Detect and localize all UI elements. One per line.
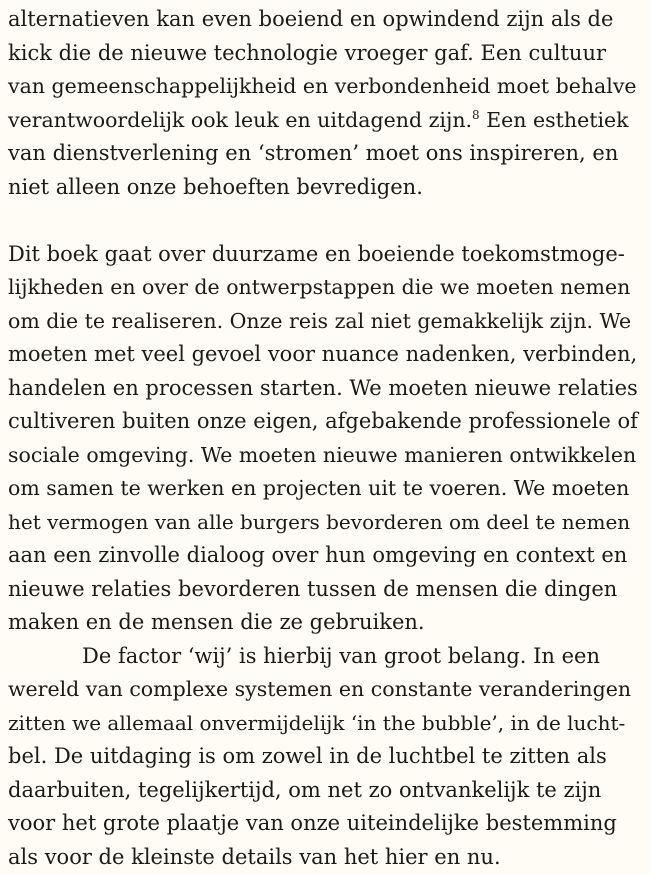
text-line: moeten met veel gevoel voor nuance nadenken, verbinden, xyxy=(8,338,640,372)
text-line: kick die de nieuwe technologie vroeger gaf. Een cultuur xyxy=(8,37,640,71)
text-segment: Een esthetiek xyxy=(480,108,629,132)
text-line: van dienstverlening en ‘stromen’ moet ons inspireren, en xyxy=(8,137,640,171)
text-line-with-footnote xyxy=(8,104,640,138)
text-line: De factor ‘wij’ is hierbij van groot belang. In een xyxy=(8,640,640,674)
text-line: sociale omgeving. We moeten nieuwe manieren ontwikkelen xyxy=(8,439,640,473)
text-line: het vermogen van alle burgers bevorderen om deel te nemen xyxy=(8,506,640,540)
text-line: van gemeenschappelijkheid en verbondenheid moet behalve xyxy=(8,70,640,104)
paragraph-3 xyxy=(8,640,640,874)
text-line: niet alleen onze behoeften bevredigen. xyxy=(8,171,640,205)
text-line: alternatieven kan even boeiend en opwindend zijn als de xyxy=(8,3,640,37)
text-line: om die te realiseren. Onze reis zal niet gemakkelijk zijn. We xyxy=(8,305,640,339)
text-line: bel. De uitdaging is om zowel in de luchtbel te zitten als xyxy=(8,740,640,774)
text-line: maken en de mensen die ze gebruiken. xyxy=(8,606,640,640)
text-line: nieuwe relaties bevorderen tussen de mensen die dingen xyxy=(8,573,640,607)
text-line: aan een zinvolle dialoog over hun omgeving en context en xyxy=(8,539,640,573)
text-line: lijkheden en over de ontwerpstappen die we moeten nemen xyxy=(8,271,640,305)
text-line: om samen te werken en projecten uit te voeren. We moeten xyxy=(8,472,640,506)
text-line: handelen en processen starten. We moeten nieuwe relaties xyxy=(8,372,640,406)
text-line: voor het grote plaatje van onze uiteindelijke bestemming xyxy=(8,807,640,841)
paragraph-1 xyxy=(8,3,640,204)
text-line: cultiveren buiten onze eigen, afgebakende professionele of xyxy=(8,405,640,439)
text-line: Dit boek gaat over duurzame en boeiende toekomstmoge- xyxy=(8,238,640,272)
text-line: als voor de kleinste details van het hier en nu. xyxy=(8,841,640,874)
text-segment: verantwoordelijk ook leuk en uitdagend zijn. xyxy=(8,108,472,132)
paragraph-2 xyxy=(8,238,640,640)
text-line: wereld van complexe systemen en constante veranderingen xyxy=(8,673,640,707)
footnote-marker: 8 xyxy=(472,108,480,122)
text-line: daarbuiten, tegelijkertijd, om net zo ontvankelijk te zijn xyxy=(8,774,640,808)
text-line: zitten we allemaal onvermijdelijk ‘in the bubble’, in de lucht- xyxy=(8,707,640,741)
